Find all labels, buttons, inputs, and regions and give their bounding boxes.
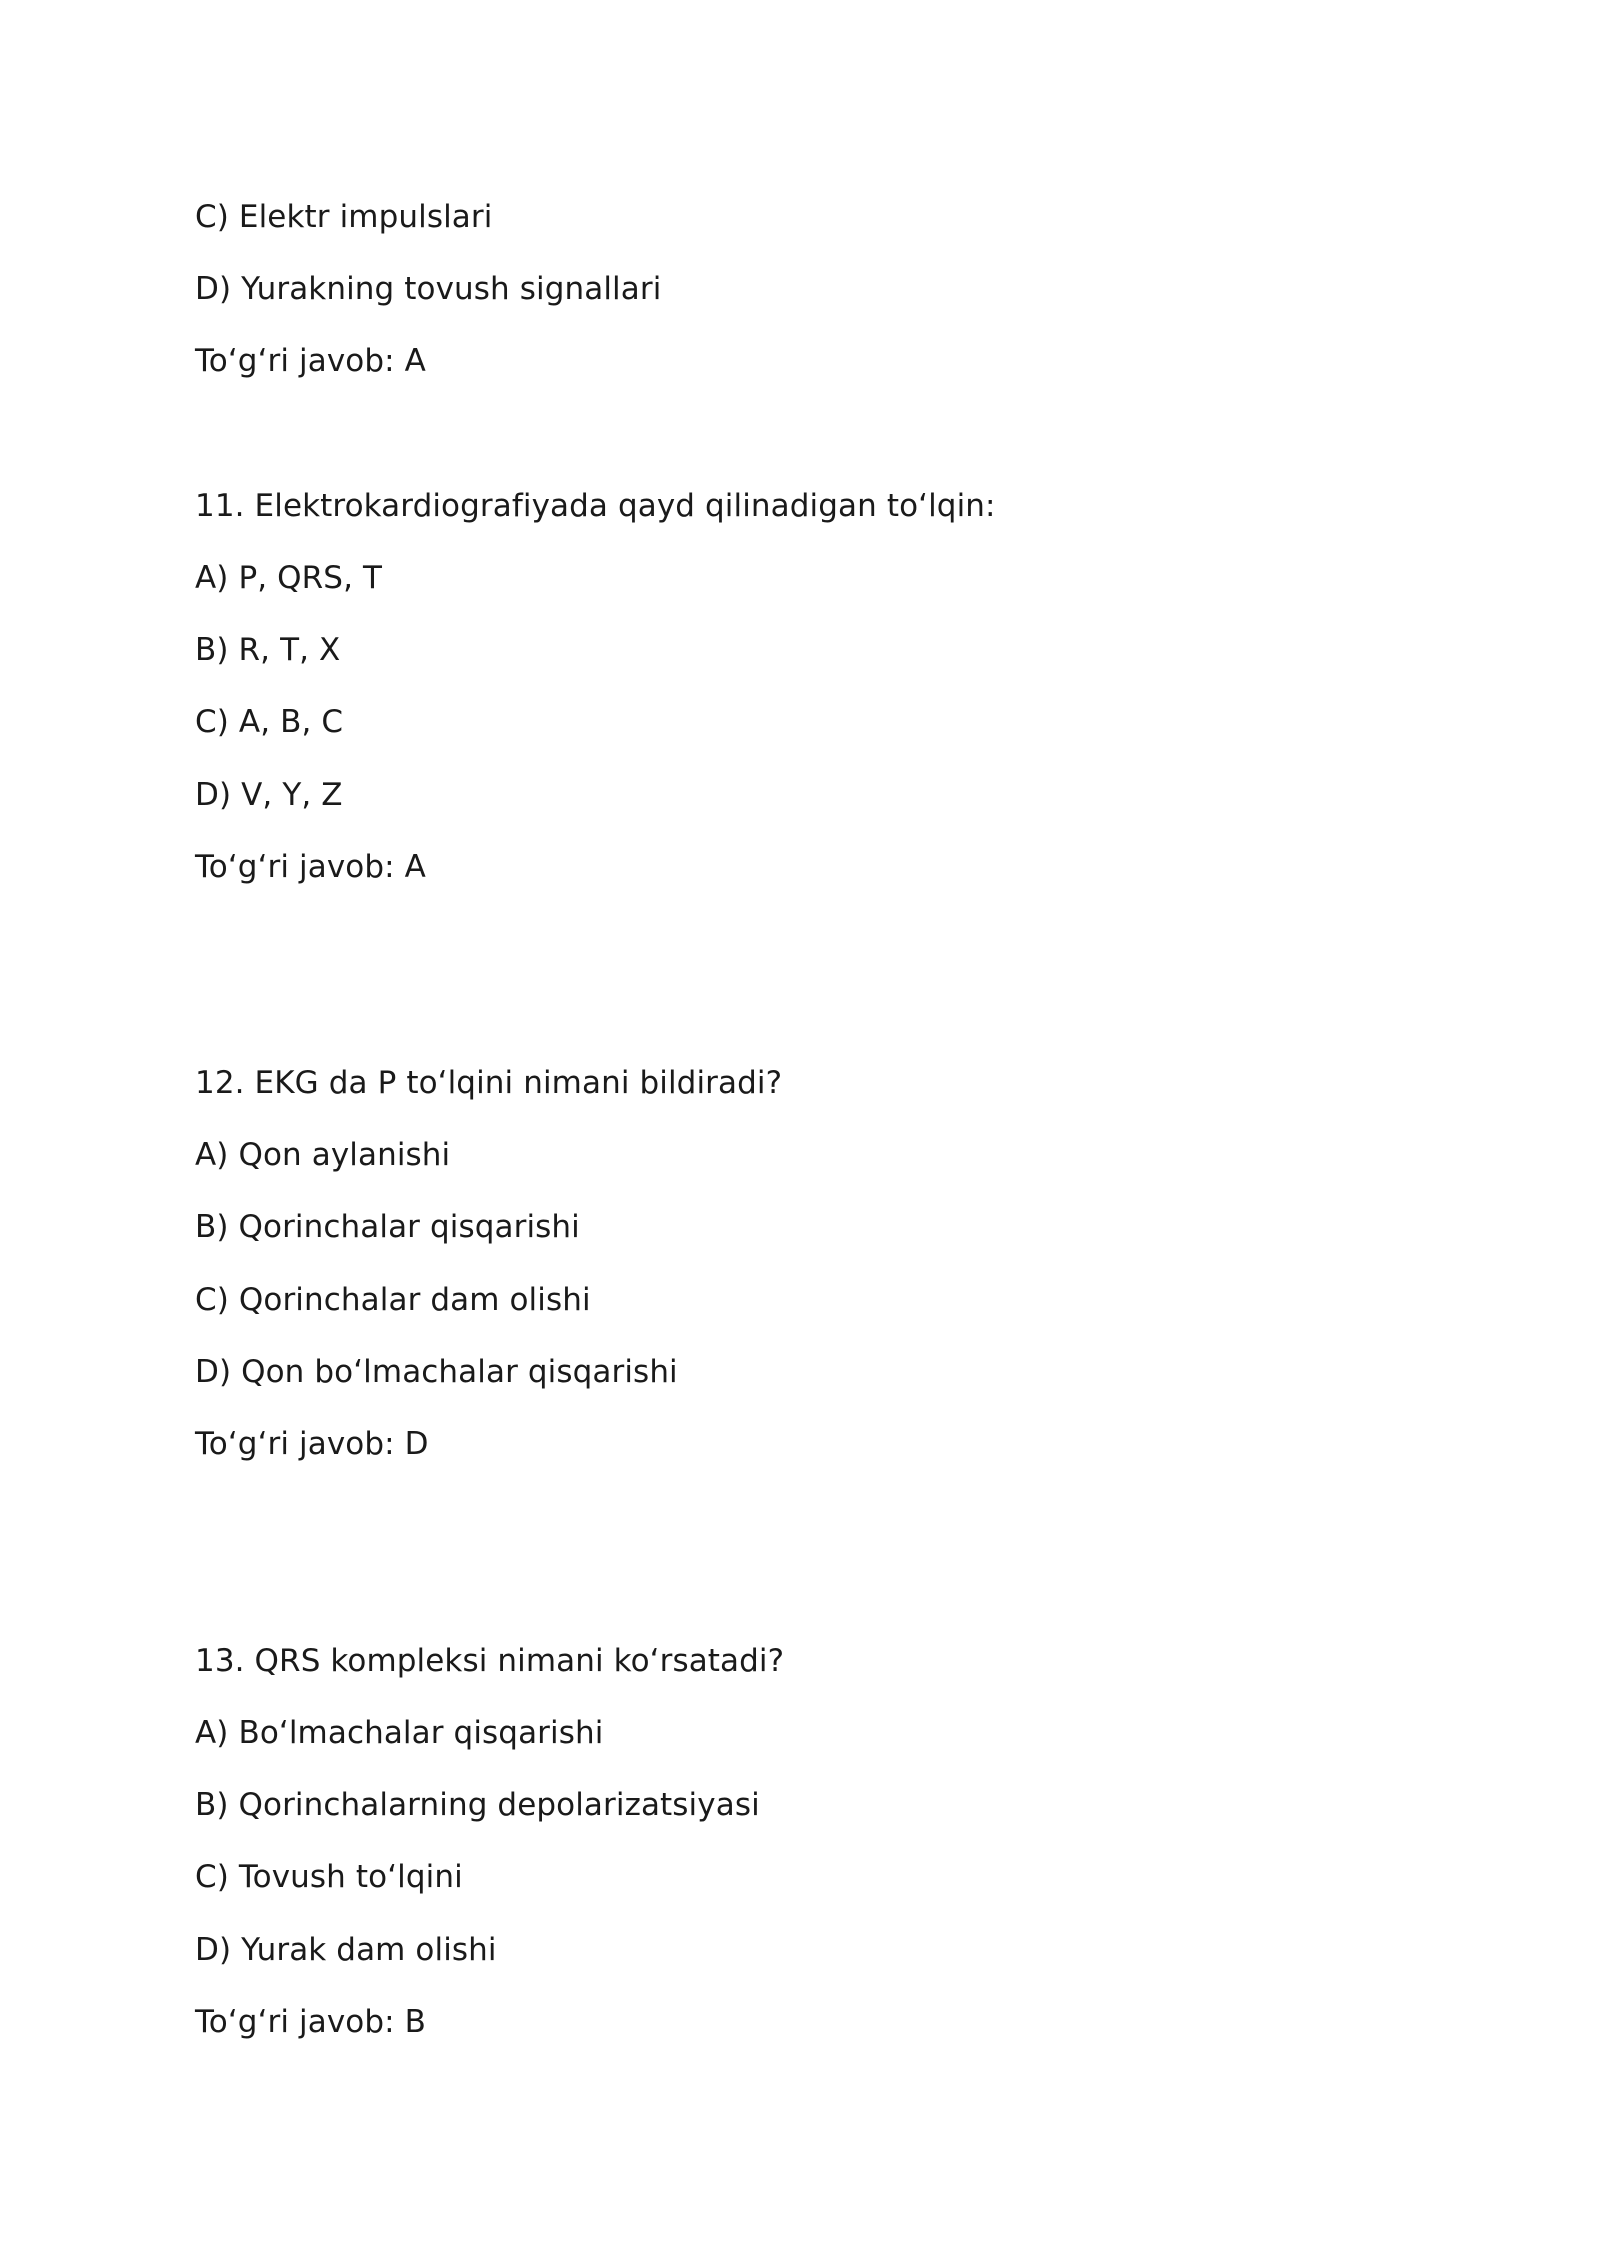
q12-option-c: C) Qorinchalar dam olishi xyxy=(195,1282,591,1318)
q12-answer: To‘g‘ri javob: D xyxy=(195,1426,429,1462)
q10-option-d: D) Yurakning tovush signallari xyxy=(195,271,662,307)
q13-option-d: D) Yurak dam olishi xyxy=(195,1932,497,1968)
q11-option-a: A) P, QRS, T xyxy=(195,560,383,596)
q12-option-a: A) Qon aylanishi xyxy=(195,1137,451,1173)
q10-answer: To‘g‘ri javob: A xyxy=(195,343,426,379)
q11-question: 11. Elektrokardiografiyada qayd qilinadigan to‘lqin: xyxy=(195,488,996,524)
q12-question: 12. EKG da P to‘lqini nimani bildiradi? xyxy=(195,1065,783,1101)
q13-answer: To‘g‘ri javob: B xyxy=(195,2004,426,2040)
q10-option-c: C) Elektr impulslari xyxy=(195,199,493,235)
q13-option-b: B) Qorinchalarning depolarizatsiyasi xyxy=(195,1787,760,1823)
q13-option-c: C) Tovush to‘lqini xyxy=(195,1859,463,1895)
q13-option-a: A) Bo‘lmachalar qisqarishi xyxy=(195,1715,604,1751)
q11-option-b: B) R, T, X xyxy=(195,632,341,668)
q12-option-d: D) Qon bo‘lmachalar qisqarishi xyxy=(195,1354,678,1390)
q11-option-d: D) V, Y, Z xyxy=(195,777,343,813)
q13-question: 13. QRS kompleksi nimani ko‘rsatadi? xyxy=(195,1643,785,1679)
q11-answer: To‘g‘ri javob: A xyxy=(195,849,426,885)
q12-option-b: B) Qorinchalar qisqarishi xyxy=(195,1209,580,1245)
q11-option-c: C) A, B, C xyxy=(195,704,344,740)
